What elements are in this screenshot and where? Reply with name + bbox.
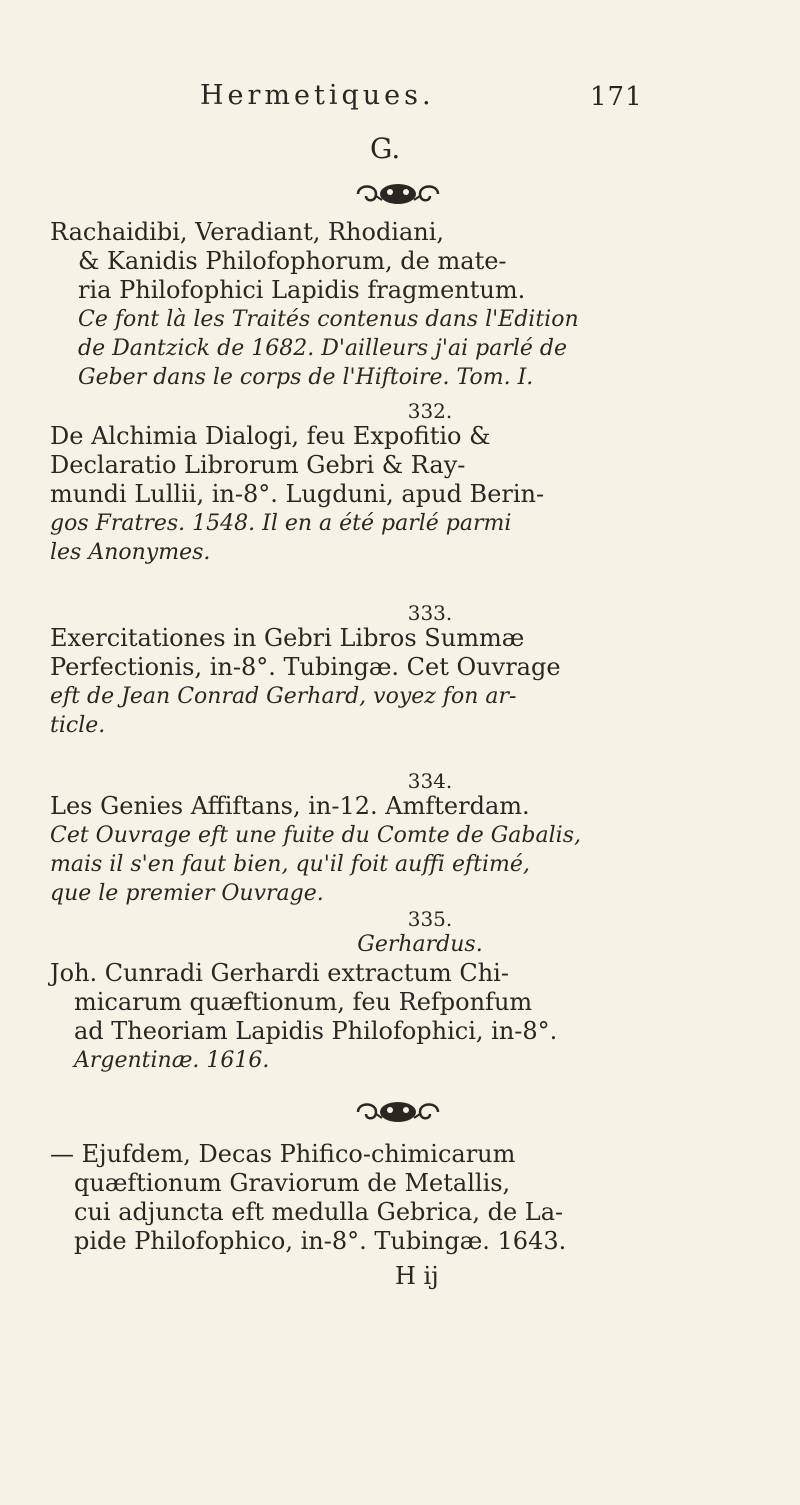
entry-note: eft de Jean Conrad Gerhard, voyez fon ar-: [50, 684, 517, 709]
entry-line: Joh. Cunradi Gerhardi extractum Chi-: [50, 959, 509, 987]
entry-line: micarum quæftionum, feu Refponfum: [74, 988, 533, 1016]
entry-line: ad Theoriam Lapidis Philofophici, in-8°.: [74, 1017, 558, 1045]
entry-note: Geber dans le corps de l'Hiftoire. Tom. I.: [78, 365, 534, 390]
entry-number: 333.: [407, 601, 453, 625]
page-number: 171: [590, 82, 643, 112]
entry-number: 332.: [407, 399, 453, 423]
entry-number: 334.: [407, 769, 453, 793]
entry-note: Ce font là les Traités contenus dans l'Edition: [78, 307, 579, 332]
entry-note: gos Fratres. 1548. Il en a été parlé parmi: [50, 511, 512, 536]
entry-line: pide Philofophico, in-8°. Tubingæ. 1643.: [74, 1227, 567, 1255]
section-letter: G.: [370, 132, 401, 165]
running-head: Hermetiques.: [200, 80, 435, 111]
entry-note: ticle.: [50, 713, 106, 738]
entry-line: quæftionum Graviorum de Metallis,: [74, 1169, 511, 1197]
entry-331: [50, 218, 770, 392]
entry-336: [50, 1140, 770, 1256]
entry-number: 335.: [407, 907, 453, 931]
entry-line: Rachaidibi, Veradiant, Rhodiani,: [50, 218, 445, 246]
entry-line: ria Philofophici Lapidis fragmentum.: [78, 276, 526, 304]
entry-line: Declaratio Librorum Gebri & Ray-: [50, 451, 466, 479]
entry-line: Exercitationes in Gebri Libros Summæ: [50, 624, 525, 652]
entry-332: [50, 400, 770, 567]
entry-note: Cet Ouvrage eft une fuite du Comte de Gabalis,: [50, 823, 581, 848]
entry-note: les Anonymes.: [50, 540, 211, 565]
fleuron-ornament-icon: [350, 1098, 446, 1126]
entry-note: que le premier Ouvrage.: [50, 881, 324, 906]
entry-line: De Alchimia Dialogi, feu Expofitio &: [50, 422, 491, 450]
entry-note: de Dantzick de 1682. D'ailleurs j'ai parlé de: [78, 336, 567, 361]
signature-mark: H ij: [395, 1262, 439, 1290]
entry-line: — Ejufdem, Decas Phifico-chimicarum: [50, 1140, 516, 1168]
entry-line: & Kanidis Philofophorum, de mate-: [78, 247, 507, 275]
entry-note: mais il s'en faut bien, qu'il foit auffi eftimé,: [50, 852, 530, 877]
entry-line: cui adjuncta eft medulla Gebrica, de La-: [74, 1198, 564, 1226]
entry-334: [50, 770, 770, 908]
entry-333: [50, 602, 770, 740]
author-heading: Gerhardus.: [357, 932, 483, 957]
entry-line: mundi Lullii, in-8°. Lugduni, apud Berin-: [50, 480, 545, 508]
fleuron-ornament-icon: [350, 180, 446, 208]
entry-335: [50, 908, 770, 1075]
entry-line: Perfectionis, in-8°. Tubingæ. Cet Ouvrage: [50, 653, 561, 681]
entry-line: Les Genies Affiftans, in-12. Amfterdam.: [50, 792, 530, 820]
entry-note: Argentinæ. 1616.: [74, 1048, 270, 1073]
